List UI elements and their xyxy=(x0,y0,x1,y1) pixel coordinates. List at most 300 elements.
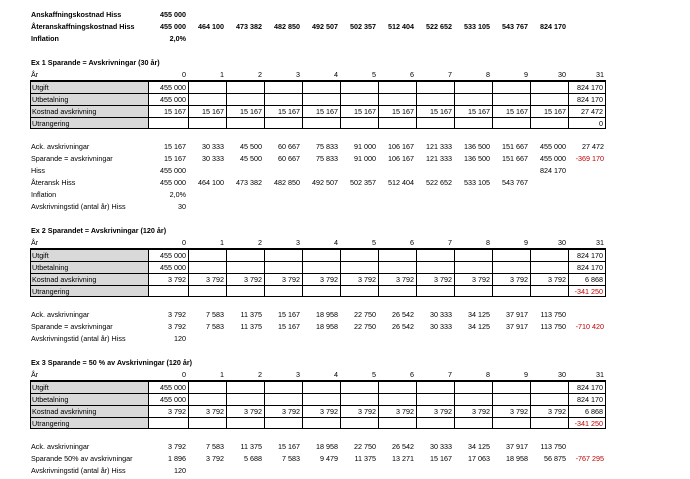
detail-cell: 9 479 xyxy=(320,454,338,463)
section-title: Ex 1 Sparande = Avskrivningar (30 år) xyxy=(31,58,160,67)
year-header-cell: 31 xyxy=(568,369,606,381)
box-cell: 6 868 xyxy=(568,273,606,285)
box-cell: 3 792 xyxy=(530,273,568,285)
box-cell: 824 170 xyxy=(568,261,606,273)
detail-cell: 473 382 xyxy=(236,178,262,187)
detail-cell: 30 333 xyxy=(202,142,224,151)
box-cell xyxy=(416,285,454,297)
year-header-cell: 7 xyxy=(416,69,454,81)
detail-cell xyxy=(568,165,606,177)
detail-cell: 60 667 xyxy=(278,154,300,163)
box-cell xyxy=(340,93,378,105)
summary-cell: 543 767 xyxy=(502,22,528,31)
detail-cell: 26 542 xyxy=(392,322,414,331)
detail-cell xyxy=(492,333,530,345)
summary-cell: 502 357 xyxy=(350,22,376,31)
box-cell xyxy=(226,417,264,429)
detail-cell: 543 767 xyxy=(502,178,528,187)
year-header-cell: 9 xyxy=(492,69,530,81)
spacer-cell xyxy=(264,429,302,441)
spacer-cell xyxy=(530,429,568,441)
box-cell xyxy=(492,117,530,129)
box-cell: 3 792 xyxy=(302,405,340,417)
detail-cell: 7 583 xyxy=(282,454,300,463)
summary-value: 455 000 xyxy=(160,10,186,19)
box-cell xyxy=(264,417,302,429)
detail-cell xyxy=(568,465,606,477)
detail-cell: 113 750 xyxy=(540,442,566,451)
box-cell xyxy=(226,261,264,273)
detail-cell: 151 667 xyxy=(502,142,528,151)
detail-cell xyxy=(226,165,264,177)
box-cell xyxy=(530,81,568,93)
detail-cell: 824 170 xyxy=(540,166,566,175)
box-cell xyxy=(492,393,530,405)
box-cell: 3 792 xyxy=(264,273,302,285)
empty-cell xyxy=(530,9,568,21)
box-cell: 824 170 xyxy=(568,381,606,393)
detail-cell: 522 652 xyxy=(426,178,452,187)
year-header-cell: 2 xyxy=(226,69,264,81)
year-header-cell: 2 xyxy=(226,237,264,249)
box-cell xyxy=(188,117,226,129)
spacer-cell xyxy=(378,129,416,141)
detail-cell: 11 375 xyxy=(240,442,262,451)
spacer-cell xyxy=(148,429,188,441)
spacer-cell xyxy=(264,297,302,309)
detail-cell: 3 792 xyxy=(168,310,186,319)
box-row-label: Utrangering xyxy=(30,417,148,429)
box-cell xyxy=(378,93,416,105)
detail-cell xyxy=(188,465,226,477)
detail-cell: 120 xyxy=(174,466,186,475)
detail-cell: 22 750 xyxy=(354,310,376,319)
detail-cell xyxy=(226,333,264,345)
detail-cell: 106 167 xyxy=(388,154,414,163)
detail-cell xyxy=(568,333,606,345)
box-cell: 455 000 xyxy=(148,249,188,261)
detail-cell: 34 125 xyxy=(468,322,490,331)
year-header-cell: 3 xyxy=(264,369,302,381)
detail-cell: 482 850 xyxy=(274,178,300,187)
box-cell: 15 167 xyxy=(302,105,340,117)
box-cell: 3 792 xyxy=(226,405,264,417)
box-cell xyxy=(378,393,416,405)
detail-cell xyxy=(454,165,492,177)
detail-cell: 30 333 xyxy=(430,322,452,331)
box-cell: 15 167 xyxy=(188,105,226,117)
empty-cell xyxy=(568,9,606,21)
box-cell: 15 167 xyxy=(530,105,568,117)
detail-cell: 60 667 xyxy=(278,142,300,151)
box-cell xyxy=(302,261,340,273)
detail-cell: 18 958 xyxy=(506,454,528,463)
box-cell xyxy=(492,381,530,393)
detail-cell xyxy=(454,465,492,477)
year-header-cell: 4 xyxy=(302,237,340,249)
box-cell xyxy=(454,81,492,93)
empty-cell xyxy=(188,9,226,21)
spacer-cell xyxy=(492,429,530,441)
box-row-label: Utgift xyxy=(30,81,148,93)
spacer-cell xyxy=(530,297,568,309)
spacer-cell xyxy=(378,429,416,441)
detail-cell: 26 542 xyxy=(392,442,414,451)
detail-cell xyxy=(226,465,264,477)
box-cell xyxy=(264,93,302,105)
empty-cell xyxy=(454,33,492,45)
spacer-cell xyxy=(416,429,454,441)
detail-cell xyxy=(264,189,302,201)
summary-cell: 464 100 xyxy=(198,22,224,31)
box-cell xyxy=(492,81,530,93)
box-cell xyxy=(492,93,530,105)
summary-value: 455 000 xyxy=(160,22,186,31)
box-row-label: Kostnad avskrivning xyxy=(30,405,148,417)
detail-cell: 30 333 xyxy=(202,154,224,163)
box-cell: 3 792 xyxy=(492,273,530,285)
spacer-cell xyxy=(302,297,340,309)
detail-cell xyxy=(264,333,302,345)
box-cell xyxy=(188,381,226,393)
detail-cell: 45 500 xyxy=(240,142,262,151)
box-cell xyxy=(454,249,492,261)
detail-row-label: Ack. avskrivningar xyxy=(31,442,90,451)
box-cell: 824 170 xyxy=(568,393,606,405)
box-cell: 15 167 xyxy=(454,105,492,117)
box-cell xyxy=(264,381,302,393)
box-cell xyxy=(264,81,302,93)
box-cell xyxy=(188,81,226,93)
spacer-cell xyxy=(188,429,226,441)
empty-cell xyxy=(492,33,530,45)
detail-cell: 45 500 xyxy=(240,154,262,163)
empty-cell xyxy=(530,33,568,45)
section-title: Ex 2 Sparandet = Avskrivningar (120 år) xyxy=(31,226,167,235)
box-cell xyxy=(454,381,492,393)
detail-cell xyxy=(530,465,568,477)
detail-cell xyxy=(454,201,492,213)
box-cell: 15 167 xyxy=(340,105,378,117)
detail-cell: 7 583 xyxy=(206,310,224,319)
year-header-cell: 30 xyxy=(530,237,568,249)
detail-row-label: Inflation xyxy=(31,190,57,199)
detail-cell xyxy=(568,309,606,321)
detail-cell: 37 917 xyxy=(506,322,528,331)
box-cell: 3 792 xyxy=(378,405,416,417)
year-header-cell: 4 xyxy=(302,369,340,381)
box-cell xyxy=(226,285,264,297)
example-2-section xyxy=(30,225,606,345)
detail-cell: 2,0% xyxy=(169,190,186,199)
detail-cell xyxy=(492,465,530,477)
year-header-cell: 6 xyxy=(378,237,416,249)
spacer-cell xyxy=(454,297,492,309)
box-cell xyxy=(188,285,226,297)
year-header-cell: 5 xyxy=(340,369,378,381)
detail-cell: 13 271 xyxy=(392,454,414,463)
year-header-cell: 5 xyxy=(340,237,378,249)
detail-cell: 106 167 xyxy=(388,142,414,151)
box-cell xyxy=(264,261,302,273)
detail-cell xyxy=(492,201,530,213)
detail-cell xyxy=(530,333,568,345)
detail-cell: 151 667 xyxy=(502,154,528,163)
box-cell: 3 792 xyxy=(378,273,416,285)
box-cell xyxy=(416,93,454,105)
box-row-label: Utrangering xyxy=(30,117,148,129)
spacer-cell xyxy=(302,129,340,141)
box-cell xyxy=(226,249,264,261)
box-cell xyxy=(530,249,568,261)
example-3-section xyxy=(30,357,606,477)
box-cell xyxy=(416,249,454,261)
empty-cell xyxy=(340,9,378,21)
box-cell: 455 000 xyxy=(148,381,188,393)
spacer-cell xyxy=(416,129,454,141)
spacer-cell xyxy=(416,297,454,309)
box-cell: 3 792 xyxy=(264,405,302,417)
box-cell: 3 792 xyxy=(148,273,188,285)
box-cell xyxy=(416,381,454,393)
box-cell: 6 868 xyxy=(568,405,606,417)
box-cell xyxy=(454,93,492,105)
box-cell: 3 792 xyxy=(226,273,264,285)
detail-cell: 11 375 xyxy=(354,454,376,463)
box-cell xyxy=(340,117,378,129)
box-cell xyxy=(264,249,302,261)
detail-cell xyxy=(568,441,606,453)
detail-cell: 26 542 xyxy=(392,310,414,319)
detail-cell: 37 917 xyxy=(506,310,528,319)
detail-cell xyxy=(568,201,606,213)
box-cell xyxy=(378,381,416,393)
box-cell xyxy=(454,285,492,297)
detail-row-label: Ack. avskrivningar xyxy=(31,310,90,319)
box-cell xyxy=(302,81,340,93)
detail-cell xyxy=(530,177,568,189)
detail-cell xyxy=(492,165,530,177)
detail-cell: 3 792 xyxy=(168,442,186,451)
box-cell xyxy=(340,285,378,297)
detail-cell xyxy=(302,465,340,477)
spacer-cell xyxy=(454,429,492,441)
detail-cell xyxy=(302,333,340,345)
detail-cell: 502 357 xyxy=(350,178,376,187)
detail-cell: 120 xyxy=(174,334,186,343)
box-cell xyxy=(416,261,454,273)
detail-cell: 56 875 xyxy=(544,454,566,463)
spacer-cell xyxy=(264,129,302,141)
empty-cell xyxy=(492,9,530,21)
spacer-cell xyxy=(568,129,606,141)
detail-cell: 30 333 xyxy=(430,442,452,451)
box-cell xyxy=(264,393,302,405)
summary-label: Anskaffningskostnad Hiss xyxy=(31,10,122,19)
box-cell: 15 167 xyxy=(378,105,416,117)
detail-cell: 75 833 xyxy=(316,154,338,163)
detail-cell: 136 500 xyxy=(464,142,490,151)
detail-cell xyxy=(378,465,416,477)
box-row-label: Kostnad avskrivning xyxy=(30,105,148,117)
year-header-cell: 7 xyxy=(416,237,454,249)
detail-cell xyxy=(302,189,340,201)
box-cell: 3 792 xyxy=(148,405,188,417)
summary-label: Inflation xyxy=(31,34,59,43)
box-cell xyxy=(226,393,264,405)
year-header-cell: 31 xyxy=(568,69,606,81)
detail-cell xyxy=(416,189,454,201)
box-cell xyxy=(416,417,454,429)
detail-cell xyxy=(340,333,378,345)
box-cell: 455 000 xyxy=(148,81,188,93)
detail-cell: 3 792 xyxy=(168,322,186,331)
top-summary xyxy=(30,9,606,45)
detail-cell xyxy=(340,165,378,177)
year-header-cell: 1 xyxy=(188,69,226,81)
year-header-cell: 1 xyxy=(188,237,226,249)
empty-cell xyxy=(264,9,302,21)
year-header-cell: 6 xyxy=(378,69,416,81)
box-cell xyxy=(530,393,568,405)
detail-cell xyxy=(302,201,340,213)
empty-cell xyxy=(378,33,416,45)
detail-cell xyxy=(568,177,606,189)
box-cell xyxy=(264,285,302,297)
box-cell xyxy=(530,417,568,429)
box-cell xyxy=(226,117,264,129)
box-row-label: Utrangering xyxy=(30,285,148,297)
box-cell: 15 167 xyxy=(226,105,264,117)
box-cell xyxy=(492,285,530,297)
detail-cell: 455 000 xyxy=(160,178,186,187)
detail-cell: 37 917 xyxy=(506,442,528,451)
box-cell xyxy=(188,249,226,261)
empty-cell xyxy=(340,33,378,45)
detail-row-label: Avskrivningstid (antal år) Hiss xyxy=(31,466,126,475)
box-cell: 3 792 xyxy=(454,405,492,417)
spacer-cell xyxy=(454,129,492,141)
box-cell: 3 792 xyxy=(416,405,454,417)
detail-cell: 3 792 xyxy=(206,454,224,463)
box-cell: 15 167 xyxy=(148,105,188,117)
box-cell xyxy=(340,249,378,261)
example-1-section xyxy=(30,57,606,213)
year-header-cell: 0 xyxy=(148,69,188,81)
detail-cell xyxy=(416,165,454,177)
detail-cell: 455 000 xyxy=(160,166,186,175)
box-cell xyxy=(148,117,188,129)
detail-cell xyxy=(378,165,416,177)
year-header-cell: 30 xyxy=(530,69,568,81)
detail-cell: -369 170 xyxy=(575,154,604,163)
box-cell xyxy=(378,261,416,273)
box-cell: 3 792 xyxy=(340,405,378,417)
detail-cell: 7 583 xyxy=(206,322,224,331)
box-cell xyxy=(302,381,340,393)
box-cell xyxy=(454,117,492,129)
year-header-cell: 9 xyxy=(492,369,530,381)
year-header-cell: 5 xyxy=(340,69,378,81)
detail-cell: 22 750 xyxy=(354,322,376,331)
year-header-cell: 31 xyxy=(568,237,606,249)
spacer-cell xyxy=(378,297,416,309)
box-cell xyxy=(148,417,188,429)
detail-cell: 18 958 xyxy=(316,310,338,319)
empty-cell xyxy=(568,21,606,33)
detail-cell xyxy=(378,333,416,345)
year-header-cell: 8 xyxy=(454,237,492,249)
detail-cell: 533 105 xyxy=(464,178,490,187)
summary-cell: 533 105 xyxy=(464,22,490,31)
box-cell: 3 792 xyxy=(188,273,226,285)
detail-cell: 91 000 xyxy=(354,154,376,163)
spacer-cell xyxy=(30,129,148,141)
box-cell xyxy=(416,81,454,93)
box-cell xyxy=(378,81,416,93)
detail-cell xyxy=(302,165,340,177)
detail-cell: 455 000 xyxy=(540,142,566,151)
box-cell: 455 000 xyxy=(148,261,188,273)
detail-cell xyxy=(340,189,378,201)
detail-row-label: Återansk Hiss xyxy=(31,178,76,187)
detail-row-label: Avskrivningstid (antal år) Hiss xyxy=(31,334,126,343)
box-cell: 15 167 xyxy=(264,105,302,117)
box-cell: 15 167 xyxy=(416,105,454,117)
detail-row-label: Hiss xyxy=(31,166,45,175)
year-header-label: År xyxy=(30,69,148,81)
box-cell: 3 792 xyxy=(416,273,454,285)
detail-cell: 17 063 xyxy=(468,454,490,463)
spacer-cell xyxy=(188,297,226,309)
box-cell xyxy=(416,393,454,405)
detail-cell xyxy=(568,189,606,201)
empty-cell xyxy=(302,33,340,45)
detail-cell: 27 472 xyxy=(582,142,604,151)
year-header-cell: 6 xyxy=(378,369,416,381)
spacer-cell xyxy=(302,429,340,441)
empty-cell xyxy=(568,33,606,45)
box-cell xyxy=(378,285,416,297)
box-cell xyxy=(530,117,568,129)
spacer-cell xyxy=(492,129,530,141)
empty-cell xyxy=(454,9,492,21)
detail-row-label: Sparande = avskrivningar xyxy=(31,154,113,163)
empty-cell xyxy=(188,33,226,45)
box-cell: 455 000 xyxy=(148,393,188,405)
detail-cell: 30 xyxy=(178,202,186,211)
detail-cell: 7 583 xyxy=(206,442,224,451)
box-cell: 15 167 xyxy=(492,105,530,117)
box-cell: 3 792 xyxy=(188,405,226,417)
detail-cell xyxy=(264,201,302,213)
box-cell xyxy=(530,93,568,105)
box-cell: 824 170 xyxy=(568,93,606,105)
box-cell xyxy=(188,417,226,429)
spacer-cell xyxy=(226,129,264,141)
detail-cell: -767 295 xyxy=(575,454,604,463)
year-header-cell: 0 xyxy=(148,369,188,381)
detail-cell: 455 000 xyxy=(540,154,566,163)
detail-cell xyxy=(226,201,264,213)
year-header-label: År xyxy=(30,237,148,249)
spacer-cell xyxy=(340,297,378,309)
detail-row-label: Avskrivningstid (antal år) Hiss xyxy=(31,202,126,211)
detail-cell: 30 333 xyxy=(430,310,452,319)
detail-cell: 1 896 xyxy=(168,454,186,463)
detail-cell xyxy=(264,165,302,177)
summary-cell: 522 652 xyxy=(426,22,452,31)
